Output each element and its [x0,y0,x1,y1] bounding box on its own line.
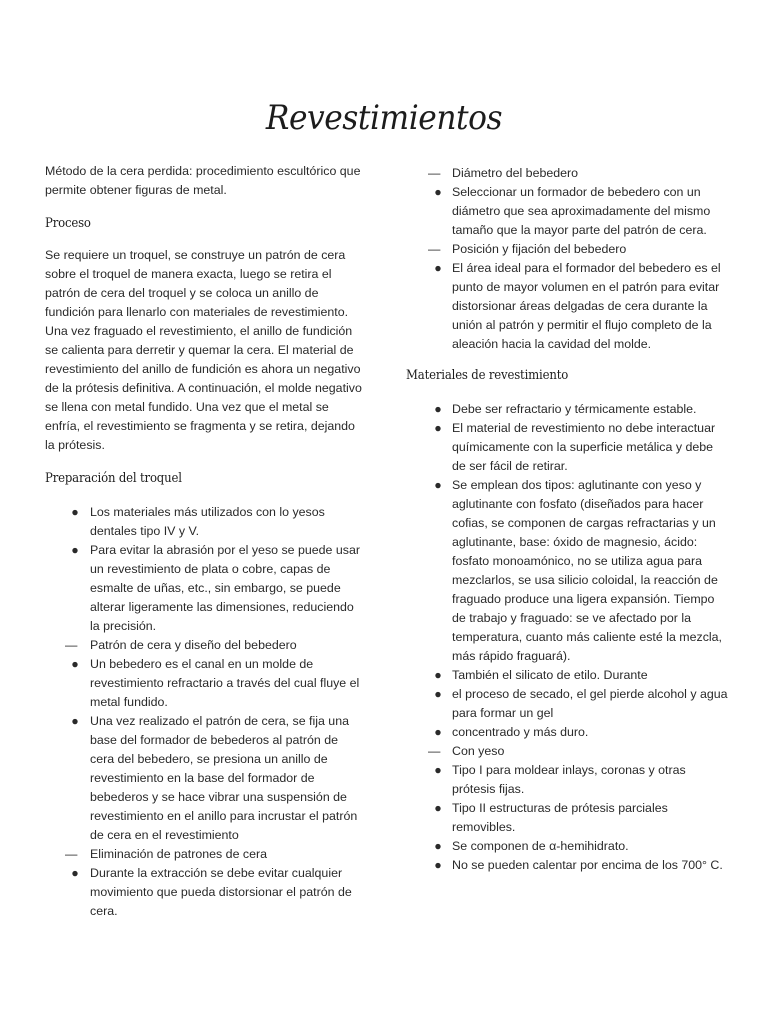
list-item: ● El área ideal para el formador del bebedero es el punto de mayor volumen en el patrón para evitar distorsionar áreas delgadas de cera durante la unión al patrón y permitir el flujo completo de la aleación hacia la cavidad del molde. [428,259,728,354]
materiales-list [428,400,728,875]
dash-icon: — [428,242,441,256]
bullet-icon: ● [434,763,442,777]
bebedero-list [428,164,728,354]
list-item: ● Los materiales más utilizados con lo yesos dentales tipo IV y V. [45,503,363,541]
bullet-icon: ● [434,668,442,682]
list-item: ● Tipo II estructuras de prótesis parciales removibles. [428,799,728,837]
bullet-icon: ● [434,839,442,853]
list-item: ● Durante la extracción se debe evitar cualquier movimiento que pueda distorsionar el patrón de cera. [45,864,363,921]
heading-preparacion: Preparación del troquel [45,471,182,486]
intro-paragraph: Método de la cera perdida: procedimiento escultórico que permite obtener figuras de metal. [45,164,361,197]
page-title: Revestimientos [265,98,503,138]
bullet-icon: ● [434,725,442,739]
bullet-icon: ● [434,261,442,275]
list-item: — Diámetro del bebedero [428,164,728,183]
right-column [406,164,728,875]
list-item: ● concentrado y más duro. [428,723,728,742]
bullet-icon: ● [71,505,79,519]
bullet-icon: ● [71,657,79,671]
list-item: ● El material de revestimiento no debe interactuar químicamente con la superficie metálica y debe de ser fácil de retirar. [428,419,728,476]
heading-materiales: Materiales de revestimiento [406,368,569,383]
bullet-icon: ● [71,866,79,880]
list-item: ● Se componen de α-hemihidrato. [428,837,728,856]
list-item: — Patrón de cera y diseño del bebedero [45,636,363,655]
bullet-icon: ● [434,421,442,435]
list-item: ● el proceso de secado, el gel pierde alcohol y agua para formar un gel [428,685,728,723]
bullet-icon: ● [434,858,442,872]
dash-icon: — [65,638,78,652]
bullet-icon: ● [434,687,442,701]
bullet-icon: ● [434,478,442,492]
left-column [45,162,363,921]
list-item: — Posición y fijación del bebedero [428,240,728,259]
list-item: ● No se pueden calentar por encima de los 700° C. [428,856,728,875]
bullet-icon: ● [434,402,442,416]
list-item: ● Debe ser refractario y térmicamente estable. [428,400,728,419]
list-item: ● Para evitar la abrasión por el yeso se puede usar un revestimiento de plata o cobre, capas de esmalte de uñas, etc., sin embargo, se puede alterar ligeramente las dimensiones, reduciendo la precisión. [45,541,363,636]
list-item: ● Se emplean dos tipos: aglutinante con yeso y aglutinante con fosfato (diseñados para hacer cofias, se componen de cargas refractarias y un aglutinante, base: óxido de magnesio, ácido: fosfato monoamónico, no se utiliza agua para mezclarlos, se usa silicio coloidal, la reacción de fraguado produce una ligera expansión. Tiempo de trabajo y fraguado: se ve afectado por la temperatura, cuanto más caliente esté la mezcla, más rápido fraguará). [428,476,728,666]
list-item: ● Un bebedero es el canal en un molde de revestimiento refractario a través del cual fluye el metal fundido. [45,655,363,712]
dash-icon: — [428,744,441,758]
dash-icon: — [428,166,441,180]
list-item: — Con yeso [428,742,728,761]
bullet-icon: ● [434,185,442,199]
preparacion-list [45,503,363,921]
list-item: — Eliminación de patrones de cera [45,845,363,864]
bullet-icon: ● [71,543,79,557]
list-item: ● Tipo I para moldear inlays, coronas y otras prótesis fijas. [428,761,728,799]
list-item: ● También el silicato de etilo. Durante [428,666,728,685]
bullet-icon: ● [71,714,79,728]
bullet-icon: ● [434,801,442,815]
dash-icon: — [65,847,78,861]
list-item: ● Una vez realizado el patrón de cera, se fija una base del formador de bebederos al patrón de cera del bebedero, se presiona un anillo de revestimiento en la base del formador de bebederos y se hace vibrar una suspensión de revestimiento en el anillo para incrustar el patrón de cera en el revestimiento [45,712,363,845]
proceso-paragraph: Se requiere un troquel, se construye un patrón de cera sobre el troquel de manera exacta, luego se retira el patrón de cera del troquel y se coloca un anillo de fundición para llenarlo con materiales de revestimiento. Una vez fraguado el revestimiento, el anillo de fundición se calienta para derretir y quemar la cera. El material de revestimiento del anillo de fundición es ahora un negativo de la prótesis definitiva. A continuación, el molde negativo se llena con metal fundido. Una vez que el metal se enfría, el revestimiento se fragmenta y se retira, dejando la prótesis. [45,248,362,452]
list-item: ● Seleccionar un formador de bebedero con un diámetro que sea aproximadamente del mismo tamaño que la mayor parte del patrón de cera. [428,183,728,240]
heading-proceso: Proceso [45,216,91,231]
